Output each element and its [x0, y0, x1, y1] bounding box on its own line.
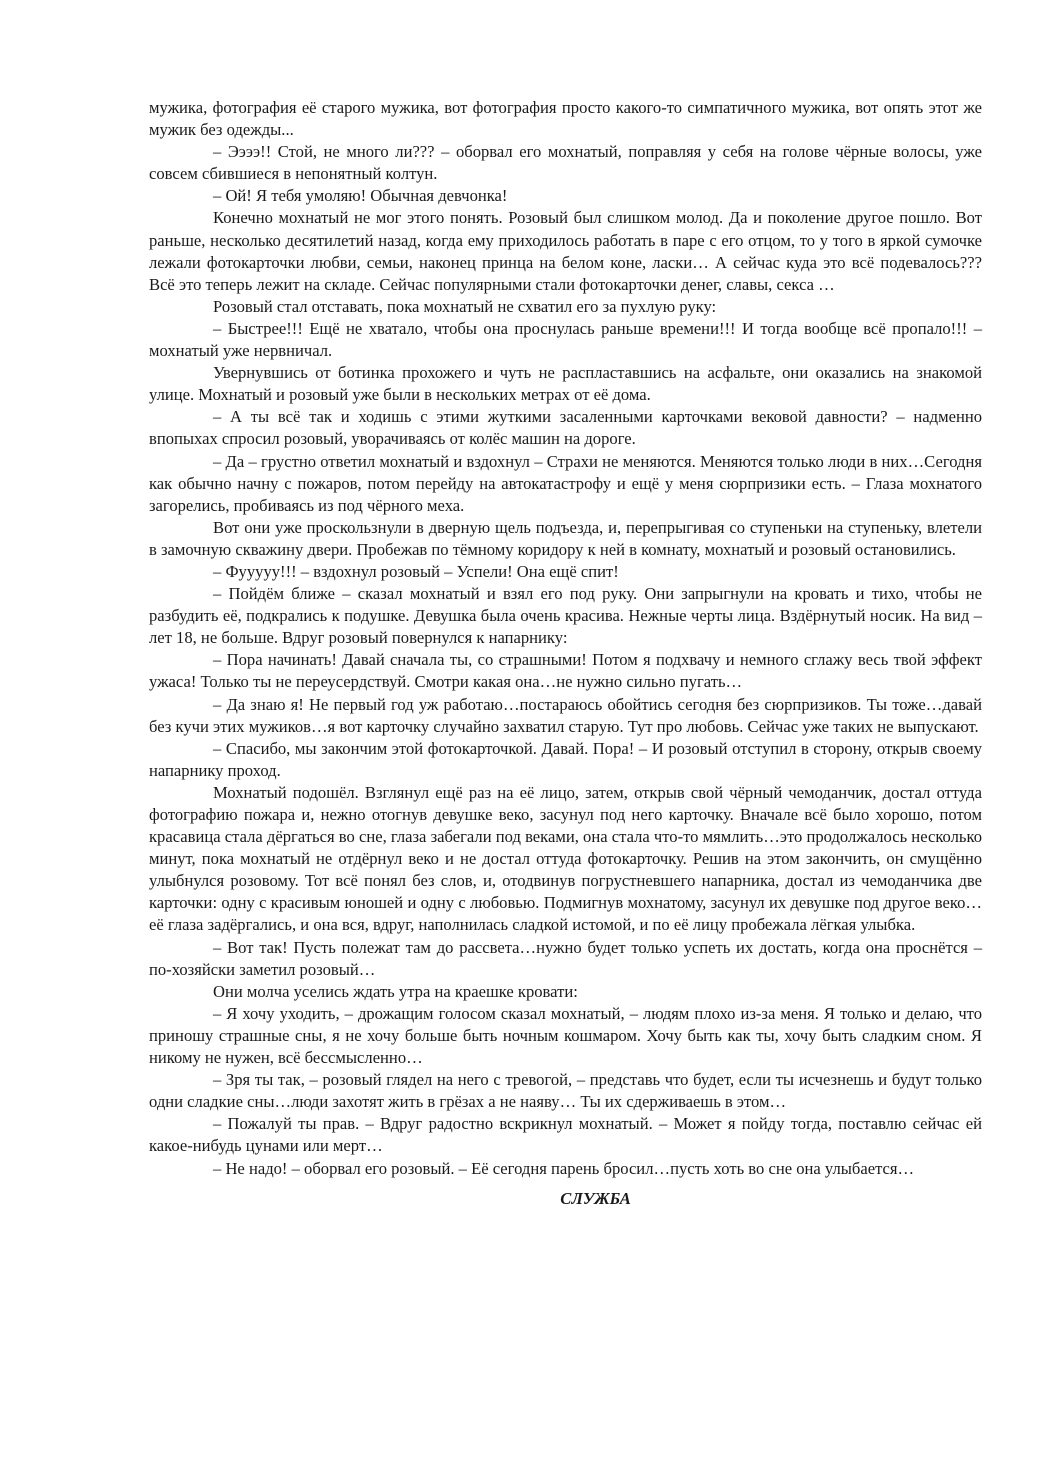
paragraph-19: – Я хочу уходить, – дрожащим голосом сказал мохнатый, – людям плохо из-за меня. Я только и делаю, что приношу страшные сны, я не хочу больше быть ночным кошмаром. Хочу быть как ты, хочу быть сладким сном. Я никому не нужен, всё бессмысленно… — [149, 1003, 982, 1068]
paragraph-6: – Быстрее!!! Ещё не хватало, чтобы она проснулась раньше времени!!! И тогда вообще всё пропало!!! – мохнатый уже нервничал. — [149, 318, 982, 361]
paragraph-10: Вот они уже проскользнули в дверную щель подъезда, и, перепрыгивая со ступеньки на ступеньку, влетели в замочную скважину двери. Пробежав по тёмному коридору к ней в комнату, мохнатый и розовый остановились. — [149, 517, 982, 559]
paragraph-2: – Ээээ!! Стой, не много ли??? – оборвал его мохнатый, поправляя у себя на голове чёрные волосы, уже совсем сбившиеся в непонятный колтун. — [149, 142, 982, 184]
paragraph-16: Мохнатый подошёл. Взглянул ещё раз на её лицо, затем, открыв свой чёрный чемоданчик, достал оттуда фотографию пожара и, нежно отогнув девушке веко, засунул под него карточку. Вначале всё было хорошо, потом красавица стала дёргаться во сне, глаза забегали под веками, она стала что-то мямлить…это продолжалось несколько минут, пока мохнатый не отдёрнул веко и не достал оттуда фотокарточку. Решив на этом закончить, он смущённо улыбнулся розовому. Тот всё понял без слов, и, отодвинув погрустневшего напарника, достал из чемоданчика две карточки: одну с красивым юношей и одну с любовью. Подмигнув мохнатому, засунул их девушке под другое веко…её глаза задёргались, и она вся, вдруг, наполнилась сладкой истомой, и по её лицу пробежала лёгкая улыбка. — [149, 782, 982, 935]
paragraph-18: Они молча уселись ждать утра на краешке кровати: — [213, 981, 578, 1001]
paragraph-9: – Да – грустно ответил мохнатый и вздохнул – Страхи не меняются. Меняются только люди в них…Сегодня как обычно начну с пожаров, потом перейду на автокатастрофу и ещё у меня сюрпризики есть. – Глаза мохнатого загорелись, пробиваясь из под чёрного меха. — [149, 451, 982, 515]
paragraph-15: – Спасибо, мы закончим этой фотокарточкой. Давай. Пора! – И розовый отступил в сторону, открыв своему напарнику проход. — [149, 738, 982, 780]
paragraph-20: – Зря ты так, – розовый глядел на него с тревогой, – представь что будет, если ты исчезнешь и будут только одни сладкие сны…люди захотят жить в грёзах а не наяву… Ты их сдерживаешь в этом… — [149, 1070, 982, 1112]
section-heading: СЛУЖБА — [560, 1188, 631, 1208]
paragraph-1: мужика, фотография её старого мужика, вот фотография просто какого-то симпатичного мужика, вот опять этот же мужик без одежды... — [149, 98, 982, 140]
paragraph-22: – Не надо! – оборвал его розовый. – Её сегодня парень бросил…пусть хоть во сне она улыбается… — [213, 1158, 915, 1178]
paragraph-5: Розовый стал отставать, пока мохнатый не схватил его за пухлую руку: — [213, 296, 717, 316]
paragraph-12: – Пойдём ближе – сказал мохнатый и взял его под руку. Они запрыгнули на кровать и тихо, чтобы не разбудить её, подкрались к подушке. Девушка была очень красива. Нежные черты лица. Вздёрнутый носик. На вид – лет 18, не больше. Вдруг розовый повернулся к напарнику: — [149, 584, 982, 648]
paragraph-4: Конечно мохнатый не мог этого понять. Розовый был слишком молод. Да и поколение другое пошло. Вот раньше, несколько десятилетий назад, когда ему приходилось работать в паре с его отцом, то у того в яркой сумочке лежали фотокарточки любви, семьи, наконец принца на белом коне, ласки… А сейчас куда это всё подевалось??? Всё это теперь лежит на складе. Сейчас популярными стали фотокарточки денег, славы, секса … — [149, 208, 982, 294]
paragraph-11: – Фууууу!!! – вздохнул розовый – Успели! Она ещё спит! — [213, 561, 619, 581]
paragraph-21: – Пожалуй ты прав. – Вдруг радостно вскрикнул мохнатый. – Может я пойду тогда, поставлю сейчас ей какое-нибудь цунами или мерт… — [149, 1114, 982, 1156]
paragraph-17: – Вот так! Пусть полежат там до рассвета…нужно будет только успеть их достать, когда она проснётся – по-хозяйски заметил розовый… — [149, 937, 982, 979]
document-page — [149, 97, 982, 1210]
paragraph-14: – Да знаю я! Не первый год уж работаю…постараюсь обойтись сегодня без сюрпризиков. Ты тоже…давай без кучи этих мужиков…я вот карточку случайно захватил старую. Тут про любовь. Сейчас уже таких не выпускают. — [149, 694, 982, 736]
paragraph-7: Увернувшись от ботинка прохожего и чуть не распластавшись на асфальте, они оказались на знакомой улице. Мохнатый и розовый уже были в нескольких метрах от её дома. — [149, 363, 982, 405]
paragraph-3: – Ой! Я тебя умоляю! Обычная девчонка! — [213, 186, 508, 206]
paragraph-8: – А ты всё так и ходишь с этими жуткими засаленными карточками вековой давности? – надменно впопыхах спросил розовый, уворачиваясь от колёс машин на дороге. — [149, 407, 982, 449]
paragraph-13: – Пора начинать! Давай сначала ты, со страшными! Потом я подхвачу и немного сглажу весь твой эффект ужаса! Только ты не переусердствуй. Смотри какая она…не нужно сильно пугать… — [149, 650, 982, 692]
